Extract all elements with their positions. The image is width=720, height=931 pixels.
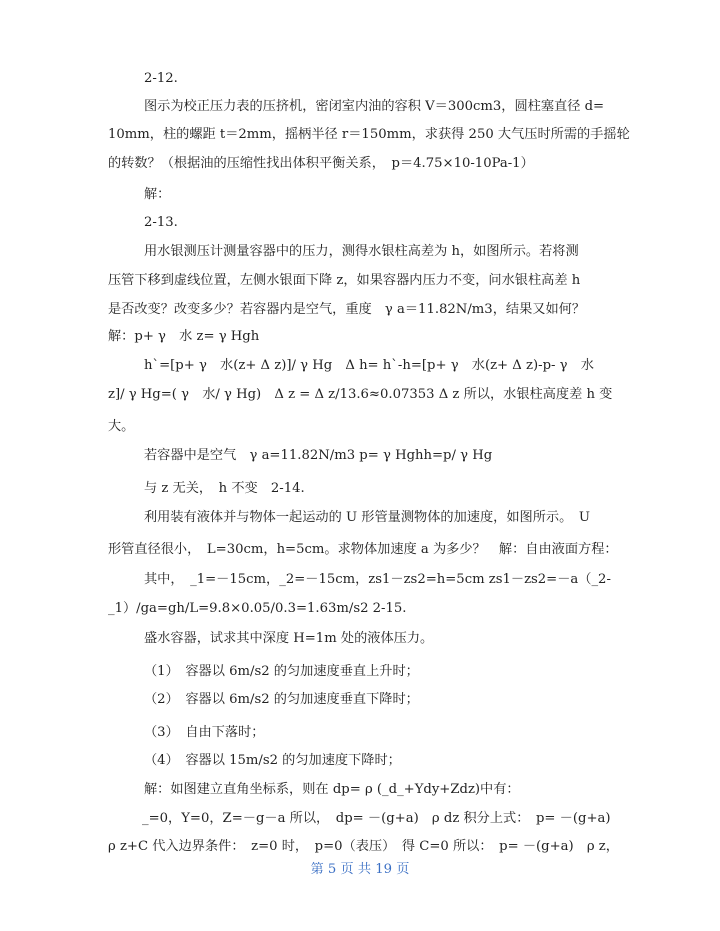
text-line: z]/ γ Hg=( γ 水/ γ Hg) Δ z = Δ z/13.6≈0.07353 Δ z 所以，水银柱高度差 h 变 — [108, 387, 613, 402]
text-line: ρ z+C 代入边界条件： z=0 时， p=0（表压） 得 C=0 所以： p= －(g+a) ρ z， — [108, 839, 619, 854]
page-footer: 第 5 页 共 19 页 — [310, 862, 410, 877]
list-item: （1） 容器以 6m/s2 的匀加速度垂直上升时； — [144, 664, 419, 679]
text-line: h`=[p+ γ 水(z+ Δ z)]/ γ Hg Δ h= h`-h=[p+ γ 水(z+ Δ z)-p- γ 水 — [144, 358, 594, 373]
text-line: 解： — [144, 187, 171, 202]
text-line: 2-12. — [144, 71, 178, 86]
text-line: 的转数？（根据油的压缩性找出体积平衡关系， p＝4.75×10-10Pa-1） — [108, 156, 534, 171]
text-line: 利用装有液体并与物体一起运动的 U 形管量测物体的加速度，如图所示。 U — [144, 510, 591, 525]
list-item: （2） 容器以 6m/s2 的匀加速度垂直下降时； — [144, 692, 419, 707]
text-line: 是否改变？改变多少？若容器内是空气，重度 γ a＝11.82N/m3，结果又如何？ — [108, 302, 586, 317]
text-line: 2-13. — [144, 215, 178, 230]
text-line: 盛水容器，试求其中深度 H=1m 处的液体压力。 — [144, 631, 434, 646]
text-line: 形管直径很小， L=30cm，h=5cm。求物体加速度 a 为多少？ 解：自由液面方程： — [108, 542, 618, 557]
text-line: 其中， _1=－15cm，_2=－15cm，zs1－zs2=h=5cm zs1－zs2=－a（_2- — [144, 572, 611, 587]
text-line: 图示为校正压力表的压挤机，密闭室内油的容积 V＝300cm3，圆柱塞直径 d= — [144, 99, 605, 114]
text-line: 压管下移到虚线位置，左侧水银面下降 z，如果容器内压力不变，问水银柱高差 h — [108, 273, 581, 288]
text-line: 大。 — [108, 419, 135, 434]
text-line: _=0，Y=0，Z=－g－a 所以， dp= －(g+a) ρ dz 积分上式： p= －(g+a) — [142, 811, 611, 826]
list-item: （3） 自由下落时； — [144, 725, 265, 740]
text-line: 与 z 无关， h 不变 2-14. — [144, 481, 305, 496]
list-item: （4） 容器以 15m/s2 的匀加速度下降时； — [144, 753, 401, 768]
text-line: _1）/ga=gh/L=9.8×0.05/0.3=1.63m/s2 2-15. — [108, 601, 407, 616]
text-line: 用水银测压计测量容器中的压力，测得水银柱高差为 h，如图所示。若将测 — [144, 244, 579, 259]
text-line: 解：如图建立直角坐标系，则在 dp= ρ (_d_+Ydy+Zdz)中有： — [144, 782, 520, 797]
text-line: 10mm，柱的螺距 t＝2mm，摇柄半径 r＝150mm，求获得 250 大气压时所需的手摇轮 — [108, 127, 630, 142]
text-line: 若容器中是空气 γ a=11.82N/m3 p= γ Hghh=p/ γ Hg — [144, 448, 493, 463]
text-line: 解：p+ γ 水 z= γ Hgh — [108, 329, 260, 344]
